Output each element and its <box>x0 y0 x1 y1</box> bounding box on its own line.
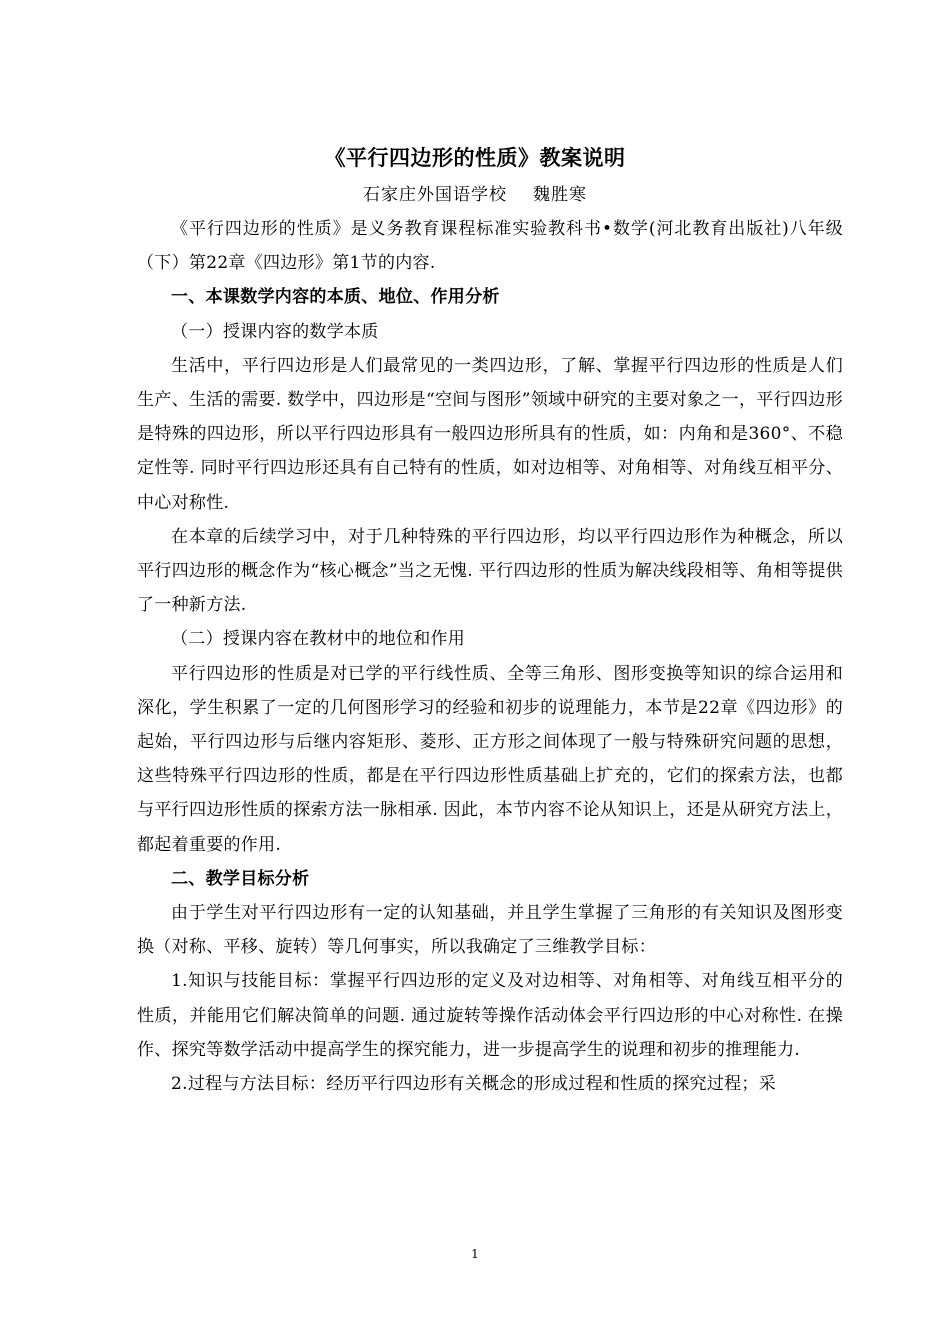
document-title: 《平行四边形的性质》教案说明 <box>324 146 626 170</box>
subsection-heading-1: （一）授课内容的数学本质 <box>171 321 379 342</box>
objective-item-2: 2.过程与方法目标：经历平行四边形有关概念的形成过程和性质的探究过程；采 <box>171 1074 777 1095</box>
section-heading-1: 一、本课数学内容的本质、地位、作用分析 <box>171 287 500 308</box>
body-paragraph: 生活中，平行四边形是人们最常见的一类四边形，了解、掌握平行四边形的性质是人们生产、生活的需要. 数学中，四边形是“空间与图形”领域中研究的主要对象之一，平行四边形是特殊的四边形，所以平行四边形具有一般四边形所具有的性质，如：内角和是360°、不稳定性等. 同时平行四边形还具有自己特有的性质，如对边相等、对角相等、对角线互相平分、中心对称性. <box>137 355 843 513</box>
author-line <box>0 180 950 210</box>
page-number: 1 <box>471 1247 479 1261</box>
author-school: 石家庄外国语学校 <box>363 185 507 205</box>
subsection-heading-2: （二）授课内容在教材中的地位和作用 <box>171 629 466 650</box>
objective-item-1: 1.知识与技能目标：掌握平行四边形的定义及对边相等、对角相等、对角线互相平分的性质，并能用它们解决简单的问题. 通过旋转等操作活动体会平行四边形的中心对称性. 在操作、探究等数学活动中提高学生的探究能力，进一步提高学生的说理和初步的推理能力. <box>137 971 843 1060</box>
body-paragraph: 平行四边形的性质是对已学的平行线性质、全等三角形、图形变换等知识的综合运用和深化，学生积累了一定的几何图形学习的经验和初步的说理能力，本节是22章《四边形》的起始，平行四边形与后继内容矩形、菱形、正方形之间体现了一般与特殊研究问题的思想，这些特殊平行四边形的性质，都是在平行四边形性质基础上扩充的，它们的探索方法，也都与平行四边形性质的探索方法一脉相承. 因此，本节内容不论从知识上，还是从研究方法上，都起着重要的作用. <box>137 663 843 855</box>
author-name: 魏胜寒 <box>533 185 587 205</box>
document-body <box>137 212 843 1101</box>
body-paragraph: 在本章的后续学习中，对于几种特殊的平行四边形，均以平行四边形作为种概念，所以平行四边形的概念作为“核心概念”当之无愧. 平行四边形的性质为解决线段相等、角相等提供了一种新方法. <box>137 526 843 616</box>
body-paragraph: 由于学生对平行四边形有一定的认知基础，并且学生掌握了三角形的有关知识及图形变换（对称、平移、旋转）等几何事实，所以我确定了三维教学目标： <box>137 903 843 958</box>
intro-paragraph: 《平行四边形的性质》是义务教育课程标准实验教科书•数学(河北教育出版社)八年级（下）第22章《四边形》第1节的内容. <box>137 219 843 274</box>
section-heading-2: 二、教学目标分析 <box>171 868 310 889</box>
